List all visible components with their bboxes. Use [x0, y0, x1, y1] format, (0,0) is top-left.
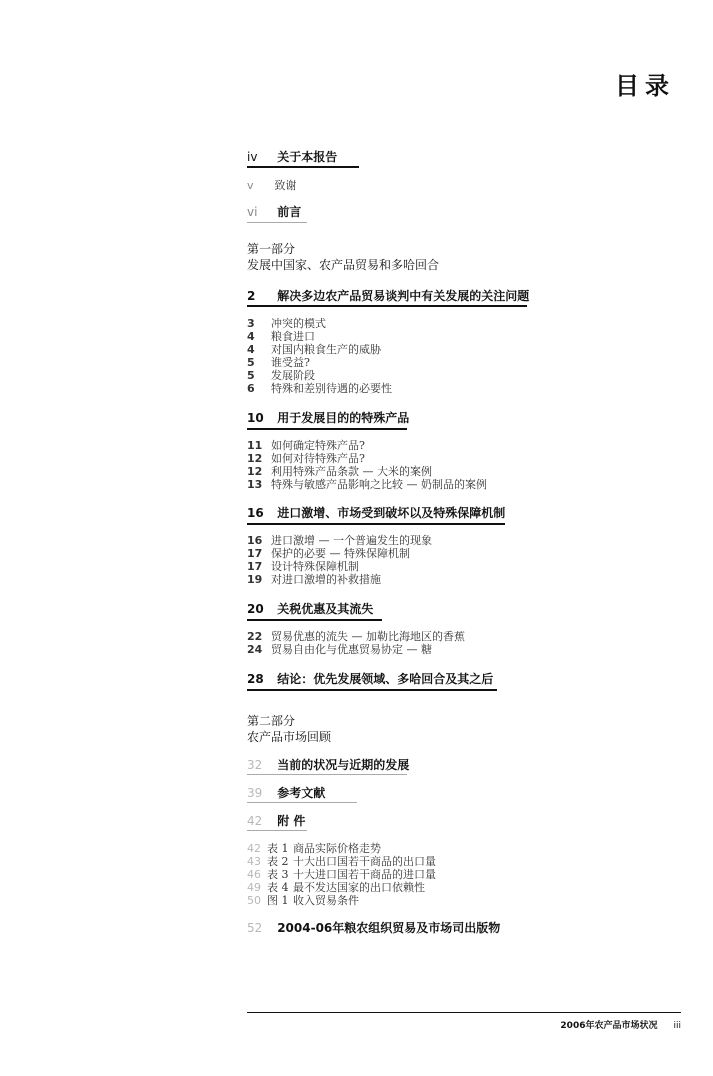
- toc-title: 如何确定特殊产品?: [271, 439, 365, 452]
- divider: [247, 689, 497, 691]
- toc-page: 2: [247, 289, 256, 303]
- toc-title: 关于本报告: [277, 150, 338, 164]
- part-label: 第二部分: [247, 714, 296, 728]
- divider: [247, 222, 307, 223]
- toc-title: 十大进口国若干商品的进口量: [293, 868, 436, 881]
- toc-title: 发展阶段: [271, 369, 315, 382]
- part-label: 第一部分: [247, 242, 296, 256]
- toc-entry-preface[interactable]: [247, 203, 301, 220]
- toc-page: 43: [247, 855, 261, 868]
- footer-title: 2006年农产品市场状况: [560, 1021, 658, 1031]
- toc-section[interactable]: [247, 919, 500, 936]
- toc-page: 19: [247, 573, 263, 586]
- toc-title: 前言: [277, 205, 302, 219]
- toc-page: 20: [247, 602, 264, 616]
- toc-page: 46: [247, 868, 261, 881]
- toc-title: 冲突的模式: [271, 317, 326, 330]
- toc-item[interactable]: [247, 476, 487, 492]
- toc-title: 谁受益?: [271, 356, 310, 369]
- toc-page: 50: [247, 894, 261, 907]
- toc-page: 4: [247, 330, 255, 343]
- toc-page: 39: [247, 786, 263, 800]
- toc-page: 10: [247, 411, 264, 425]
- toc-title: 对国内粮食生产的威胁: [271, 343, 381, 356]
- part-one-heading: [247, 241, 439, 273]
- toc-page: 17: [247, 547, 263, 560]
- toc-page: 11: [247, 439, 263, 452]
- toc-page: 28: [247, 672, 264, 686]
- toc-title: 附 件: [277, 814, 306, 828]
- toc-title: 商品实际价格走势: [293, 842, 381, 855]
- divider: [247, 802, 357, 803]
- toc-item[interactable]: [247, 641, 432, 657]
- toc-item[interactable]: [247, 380, 392, 396]
- divider: [247, 428, 407, 430]
- toc-title: 最不发达国家的出口依赖性: [293, 881, 425, 894]
- divider: [247, 830, 307, 831]
- toc-page: 16: [247, 506, 264, 520]
- divider: [247, 305, 527, 307]
- toc-page: 42: [247, 842, 261, 855]
- toc-page: 13: [247, 478, 263, 491]
- table-number: 表 2: [267, 855, 289, 868]
- toc-page: 24: [247, 643, 263, 656]
- toc-page: 6: [247, 382, 255, 395]
- toc-page: 22: [247, 630, 263, 643]
- toc-title: 当前的状况与近期的发展: [277, 758, 410, 772]
- page-footer: [560, 1018, 681, 1031]
- table-number: 表 4: [267, 881, 289, 894]
- toc-title: 粮食进口: [271, 330, 315, 343]
- toc-page: v: [247, 179, 254, 192]
- part-two-heading: [247, 713, 331, 745]
- divider: [247, 523, 505, 525]
- toc-entry-about[interactable]: [247, 148, 337, 165]
- toc-title: 特殊和差别待遇的必要性: [271, 382, 392, 395]
- page-title: 目录: [615, 72, 675, 100]
- toc-page: 5: [247, 356, 255, 369]
- toc-title: 保护的必要 — 特殊保障机制: [271, 547, 410, 560]
- toc-title: 如何对待特殊产品?: [271, 452, 365, 465]
- toc-section[interactable]: [247, 670, 493, 687]
- toc-title: 进口激增 — 一个普遍发生的现象: [271, 534, 432, 547]
- toc-title: 利用特殊产品条款 — 大米的案例: [271, 465, 432, 478]
- toc-page: 3: [247, 317, 255, 330]
- toc-section[interactable]: [247, 784, 325, 801]
- toc-title: 关税优惠及其流失: [277, 602, 374, 616]
- toc-title: 贸易自由化与优惠贸易协定 — 糖: [271, 643, 432, 656]
- part-title: 农产品市场回顾: [247, 730, 332, 744]
- toc-page: 49: [247, 881, 261, 894]
- divider: [247, 619, 382, 621]
- toc-title: 解决多边农产品贸易谈判中有关发展的关注问题: [277, 289, 530, 303]
- table-number: 图 1: [267, 894, 289, 907]
- toc-page: 52: [247, 921, 263, 935]
- toc-section[interactable]: [247, 504, 505, 521]
- toc-section[interactable]: [247, 812, 305, 829]
- toc-title: 结论：优先发展领域、多哈回合及其之后: [277, 672, 494, 686]
- toc-title: 进口激增、市场受到破坏以及特殊保障机制: [277, 506, 506, 520]
- toc-title: 致谢: [274, 179, 297, 192]
- toc-title: 十大出口国若干商品的出口量: [293, 855, 436, 868]
- part-title: 发展中国家、农产品贸易和多哈回合: [247, 258, 440, 272]
- toc-title: 参考文献: [277, 786, 326, 800]
- divider: [247, 774, 407, 775]
- toc-title: 用于发展目的的特殊产品: [277, 411, 410, 425]
- toc-title: 设计特殊保障机制: [271, 560, 359, 573]
- toc-item[interactable]: [247, 571, 381, 587]
- toc-section[interactable]: [247, 287, 529, 304]
- toc-title: 对进口激增的补救措施: [271, 573, 381, 586]
- footer-divider: [247, 1012, 681, 1013]
- toc-section[interactable]: [247, 409, 409, 426]
- toc-title: 收入贸易条件: [293, 894, 359, 907]
- toc-page: 32: [247, 758, 263, 772]
- toc-page: 17: [247, 560, 263, 573]
- toc-page: vi: [247, 205, 258, 219]
- footer-page-number: iii: [673, 1021, 681, 1031]
- toc-page: iv: [247, 150, 258, 164]
- divider: [247, 166, 359, 168]
- toc-page: 5: [247, 369, 255, 382]
- toc-title: 特殊与敏感产品影响之比较 — 奶制品的案例: [271, 478, 487, 491]
- toc-title: 贸易优惠的流失 — 加勒比海地区的香蕉: [271, 630, 465, 643]
- table-number: 表 3: [267, 868, 289, 881]
- toc-page: 4: [247, 343, 255, 356]
- toc-page: 12: [247, 452, 263, 465]
- toc-entry-acknowledgements[interactable]: [247, 177, 297, 193]
- table-number: 表 1: [267, 842, 289, 855]
- toc-section[interactable]: [247, 600, 373, 617]
- toc-page: 42: [247, 814, 263, 828]
- toc-title: 2004-06年粮农组织贸易及市场司出版物: [277, 921, 501, 935]
- toc-table-item[interactable]: [247, 892, 359, 908]
- toc-page: 12: [247, 465, 263, 478]
- toc-section[interactable]: [247, 756, 409, 773]
- toc-page: 16: [247, 534, 263, 547]
